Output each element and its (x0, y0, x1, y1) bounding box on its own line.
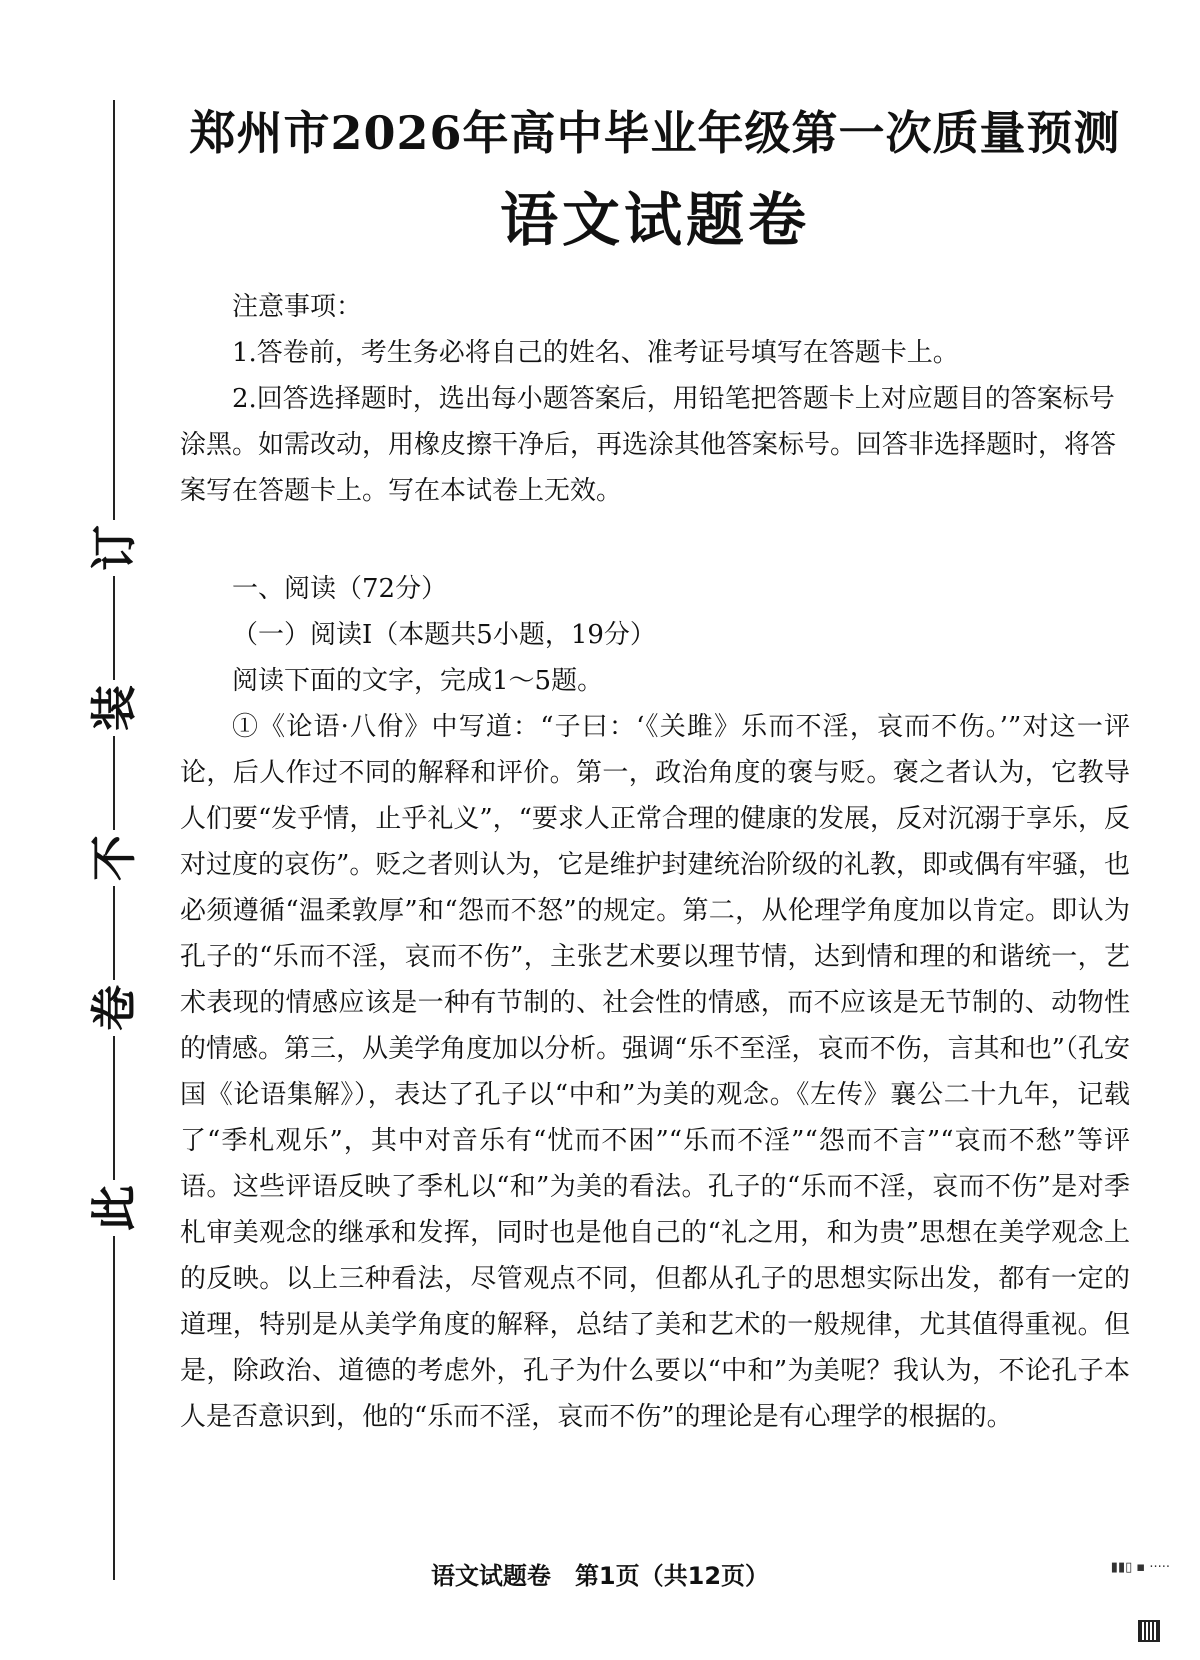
reading-passage: ①《论语·八佾》中写道：“子曰：‘《关雎》乐而不淫，哀而不伤。’”对这一评论，后人作过不同的解释和评价。第一，政治角度的褒与贬。褒之者认为，它教导人们要“发乎情，止乎礼义”，“要求人正常合理的健康的发展，反对沉溺于享乐，反对过度的哀伤”。贬之者则认为，它是维护封建统治阶级的礼教，即或偶有牢骚，也必须遵循“温柔敦厚”和“怨而不怒”的规定。第二，从伦理学角度加以肯定。即认为孔子的“乐而不淫，哀而不伤”，主张艺术要以理节情，达到情和理的和谐统一，艺术表现的情感应该是一种有节制的、社会性的情感，而不应该是无节制的、动物性的情感。第三，从美学角度加以分析。强调“乐不至淫，哀而不伤，言其和也”（孔安国《论语集解》），表达了孔子以“中和”为美的观念。《左传》襄公二十九年，记载了“季札观乐”，其中对音乐有“忧而不困”“乐而不淫”“怨而不言”“哀而不愁”等评语。这些评语反映了季札以“和”为美的看法。孔子的“乐而不淫，哀而不伤”是对季札审美观念的继承和发挥，同时也是他自己的“礼之用，和为贵”思想在美学观念上的反映。以上三种看法，尽管观点不同，但都从孔子的思想实际出发，都有一定的道理，特别是从美学角度的解释，总结了美和艺术的一般规律，尤其值得重视。但是，除政治、道德的考虑外，孔子为什么要以“中和”为美呢？我认为，不论孔子本人是否意识到，他的“乐而不淫，哀而不伤”的理论是有心理学的根据的。 (180, 712, 1130, 1432)
page-footer (0, 1556, 1200, 1591)
notes-heading: 注意事项： (232, 292, 363, 322)
note-item: 2.回答选择题时，选出每小题答案后，用铅笔把答题卡上对应题目的答案标号涂黑。如需改动，用橡皮擦干净后，再选涂其他答案标号。回答非选择题时，将答案写在答题卡上。写在本试卷上无效。 (180, 384, 1117, 506)
section-heading: 一、阅读（72分） (232, 574, 448, 604)
binding-char: 卷 (86, 980, 142, 1036)
scanner-logo-icon: ▮▮▯ ▪ ····· (1110, 1560, 1170, 1575)
binding-char: 此 (86, 1180, 142, 1236)
notes-block (180, 284, 1130, 514)
footer-exam-name: 语文试题卷 (430, 1562, 551, 1590)
exam-page-content (180, 100, 1130, 1440)
section-instruction: 阅读下面的文字，完成1～5题。 (232, 666, 604, 696)
binding-margin (40, 100, 141, 1580)
qr-code-icon (1138, 1620, 1160, 1642)
footer-page-info: 第1页（共12页） (574, 1562, 770, 1590)
section-subheading: （一）阅读Ⅰ（本题共5小题，19分） (232, 620, 656, 650)
binding-char: 不 (86, 830, 142, 886)
qr-watermark (1138, 1620, 1160, 1642)
binding-char: 装 (86, 680, 142, 736)
reading-section (180, 566, 1130, 1440)
exam-title: 郑州市2026年高中毕业年级第一次质量预测 (189, 106, 1121, 160)
exam-subtitle: 语文试题卷 (499, 186, 810, 254)
scanner-watermark (1111, 1560, 1170, 1575)
note-item: 1.答卷前，考生务必将自己的姓名、准考证号填写在答题卡上。 (232, 338, 959, 368)
binding-char: 订 (86, 520, 142, 576)
